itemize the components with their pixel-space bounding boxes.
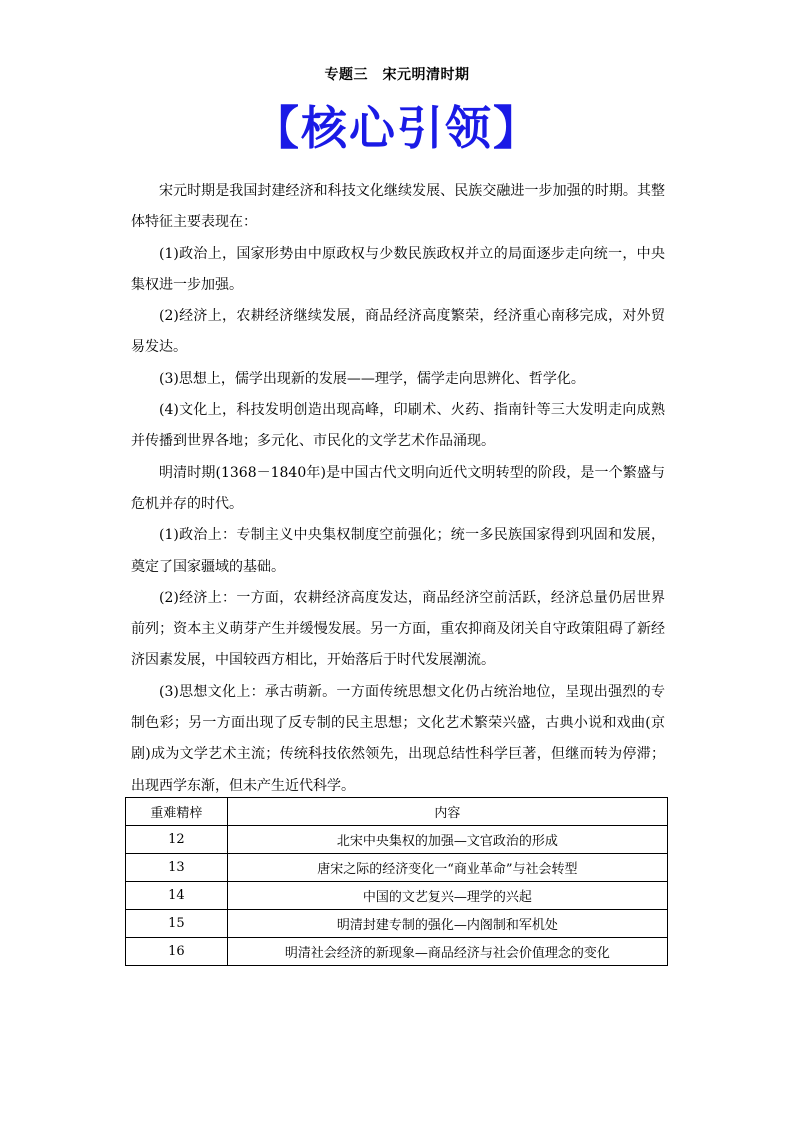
paragraph-intro-song-yuan: 宋元时期是我国封建经济和科技文化继续发展、民族交融进一步加强的时期。其整体特征主要表现在：	[131, 183, 665, 231]
table-cell-number: 16	[126, 938, 228, 966]
paragraph-song-thought: (3)思想上，儒学出现新的发展——理学，儒学走向思辨化、哲学化。	[159, 370, 585, 387]
table-cell-content: 唐宋之际的经济变化一“商业革命”与社会转型	[227, 854, 667, 882]
paragraph-song-politics: (1)政治上，国家形势由中原政权与少数民族政权并立的局面逐步走向统一，中央集权进一步加强。	[131, 245, 665, 293]
table-row	[126, 854, 668, 882]
table-cell-number: 15	[126, 910, 228, 938]
table-cell-content: 中国的文艺复兴—理学的兴起	[227, 882, 667, 910]
topic-title: 专题三 宋元明清时期	[324, 67, 470, 83]
paragraph-ming-culture: (3)思想文化上：承古萌新。一方面传统思想文化仍占统治地位，呈现出强烈的专制色彩；另一方面出现了反专制的民主思想；文化艺术繁荣兴盛，古典小说和戏曲(京剧)成为文学艺术主流；传统科技依然领先，出现总结性科学巨著，但继而转为停滞；出现西学东渐，但未产生近代科学。	[131, 683, 665, 794]
table-cell-number: 14	[126, 882, 228, 910]
paragraph-intro-ming-qing: 明清时期(1368－1840年)是中国古代文明向近代文明转型的阶段，是一个繁盛与危机并存的时代。	[131, 464, 665, 512]
paragraph-song-culture: (4)文化上，科技发明创造出现高峰，印刷术、火药、指南针等三大发明走向成熟并传播到世界各地；多元化、市民化的文学艺术作品涌现。	[131, 402, 665, 450]
paragraph-ming-economy: (2)经济上：一方面，农耕经济高度发达，商品经济空前活跃，经济总量仍居世界前列；资本主义萌芽产生并缓慢发展。另一方面，重农抑商及闭关自守政策阻碍了新经济因素发展，中国较西方相比，开始落后于时代发展潮流。	[131, 589, 665, 669]
table-row	[126, 938, 668, 966]
table-cell-content: 明清封建专制的强化—内阁制和军机处	[227, 910, 667, 938]
table-row	[126, 826, 668, 854]
table-cell-content: 明清社会经济的新现象—商品经济与社会价值理念的变化	[227, 938, 667, 966]
table-header-cell: 重难精梓	[126, 798, 228, 826]
topics-table	[125, 797, 668, 966]
paragraph-song-economy: (2)经济上，农耕经济继续发展，商品经济高度繁荣，经济重心南移完成，对外贸易发达。	[131, 308, 665, 356]
table-row	[126, 910, 668, 938]
table-cell-number: 12	[126, 826, 228, 854]
table-cell-content: 北宋中央集权的加强—文官政治的形成	[227, 826, 667, 854]
paragraph-ming-politics: (1)政治上：专制主义中央集权制度空前强化；统一多民族国家得到巩固和发展，奠定了国家疆域的基础。	[131, 527, 665, 575]
table-cell-number: 13	[126, 854, 228, 882]
table-header-cell: 内容	[227, 798, 667, 826]
topics-table-wrap	[125, 797, 668, 966]
banner-heading: 【核心引领】	[253, 101, 541, 155]
table-row	[126, 882, 668, 910]
body-text	[131, 176, 665, 802]
table-header-row	[126, 798, 668, 826]
